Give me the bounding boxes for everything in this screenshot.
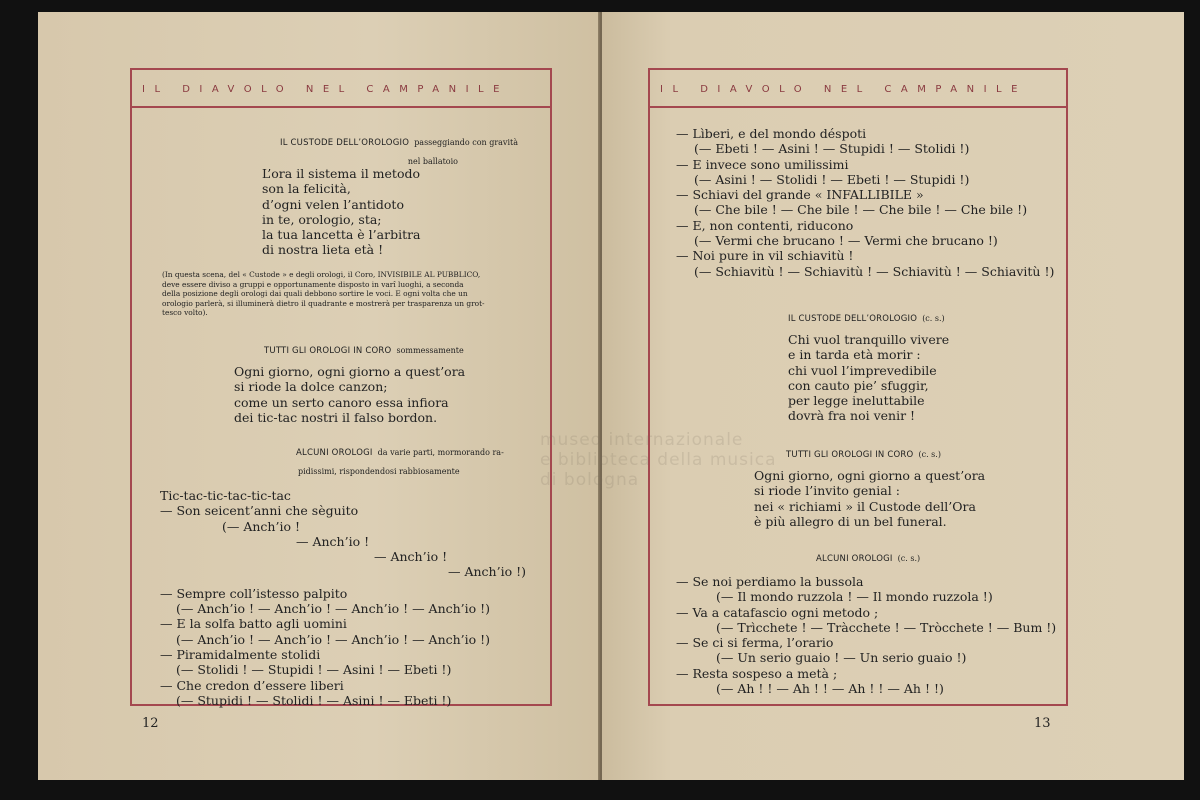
right-page-frame xyxy=(648,68,1068,706)
running-head: IL DIAVOLO NEL CAMPANILE xyxy=(142,84,509,95)
heading-custode-cs: IL CUSTODE DELL’OROLOGIO (c. s.) xyxy=(788,314,945,324)
verse-chi-vuol: Chi vuol tranquillo vivere e in tarda età morir : chi vuol l’imprevedibile con cauto pie’ sfuggir, per legge ineluttabile dovrà fra noi venir ! xyxy=(788,332,950,424)
right-page xyxy=(602,12,1184,780)
page-number-left: 12 xyxy=(142,716,159,731)
verse-ogni-giorno: Ogni giorno, ogni giorno a quest’ora si riode l’invito genial : nei « richiami » il Custode dell’Ora è più allegro di un bel funeral. xyxy=(754,468,986,529)
header-rule xyxy=(650,106,1066,108)
verse-coro: Ogni giorno, ogni giorno a quest’ora si riode la dolce canzon; come un serto canoro essa infiora dei tic-tac nostri il falso bordon. xyxy=(234,364,466,425)
heading-alcuni: ALCUNI OROLOGI da varie parti, mormorando ra- pidissimi, rispondendosi rabbiosamente xyxy=(296,448,504,476)
watermark: museo internazionale e biblioteca della musica di bologna xyxy=(540,430,777,490)
header-rule xyxy=(132,106,550,108)
left-page-frame xyxy=(130,68,552,706)
verse-bussola: — Se noi perdiamo la bussola (— Il mondo ruzzola ! — Il mondo ruzzola !) — Va a catafascio ogni metodo ; (— Trìcchete ! — Tràcchete ! — Tròcchete ! — Bum !) — Se ci si ferma, l’orario (— Un serio guaio ! — Un serio guaio !) — Resta sospeso a metà ; (— Ah ! ! — Ah ! ! — Ah ! ! — Ah ! !) xyxy=(676,574,1057,697)
verse-custode: L’ora il sistema il metodo son la felicità, d’ogni velen l’antidoto in te, orologio, sta; la tua lancetta è l’arbitra di nostra lieta età ! xyxy=(262,166,421,258)
heading-coro-cs: TUTTI GLI OROLOGI IN CORO (c. s.) xyxy=(786,450,941,460)
verse-liberi: — Lìberi, e del mondo déspoti (— Ebeti ! — Asini ! — Stupidi ! — Stolidi !) — E invece sono umilissimi (— Asini ! — Stolidi ! — Ebeti ! — Stupidi !) — Schiavi del grande « INFALLIBILE » (— Che bile ! — Che bile ! — Che bile ! — Che bile !) — E, non contenti, riducono (— Vermi che brucano ! — Vermi che brucano !) — Noi pure in vil schiavitù ! (— Schiavitù ! — Schiavitù ! — Schiavitù ! — Schiavitù !) xyxy=(676,126,1055,279)
stage-note: (In questa scena, del « Custode » e degli orologi, il Coro, INVISIBILE AL PUBBLICO, deve essere diviso a gruppi e opportunamente disposto in varî luoghi, a seconda della posizione degli orologi dai quali debbono sortire le voci. E ogni volta che un orologio parlerà, si illuminerà dietro il quadrante e mostrerà per trasparenza un grot- tesco volto). xyxy=(162,270,485,318)
running-head: IL DIAVOLO NEL CAMPANILE xyxy=(660,84,1027,95)
heading-coro: TUTTI GLI OROLOGI IN CORO sommessamente xyxy=(264,346,464,356)
verse-alcuni: Tic-tac-tic-tac-tic-tac — Son seicent’anni che sèguito (— Anch’io ! — Anch’io ! — Anch’io ! — Anch’io !) — Sempre coll’istesso palpito (— Anch’io ! — Anch’io ! — Anch’io ! — Anch’io !) — E la solfa batto agli uomini (— Anch’io ! — Anch’io ! — Anch’io ! — Anch’io !) — Piramidalmente stolidi (— Stolidi ! — Stupidi ! — Asini ! — Ebeti !) — Che credon d’essere liberi (— Stupidi ! — Stolidi ! — Asini ! — Ebeti !) xyxy=(160,488,526,708)
left-page xyxy=(38,12,598,780)
heading-custode: IL CUSTODE DELL’OROLOGIO passeggiando con gravità nel ballatoio xyxy=(280,138,518,166)
heading-alcuni-cs: ALCUNI OROLOGI (c. s.) xyxy=(816,554,921,564)
page-number-right: 13 xyxy=(1034,716,1051,731)
